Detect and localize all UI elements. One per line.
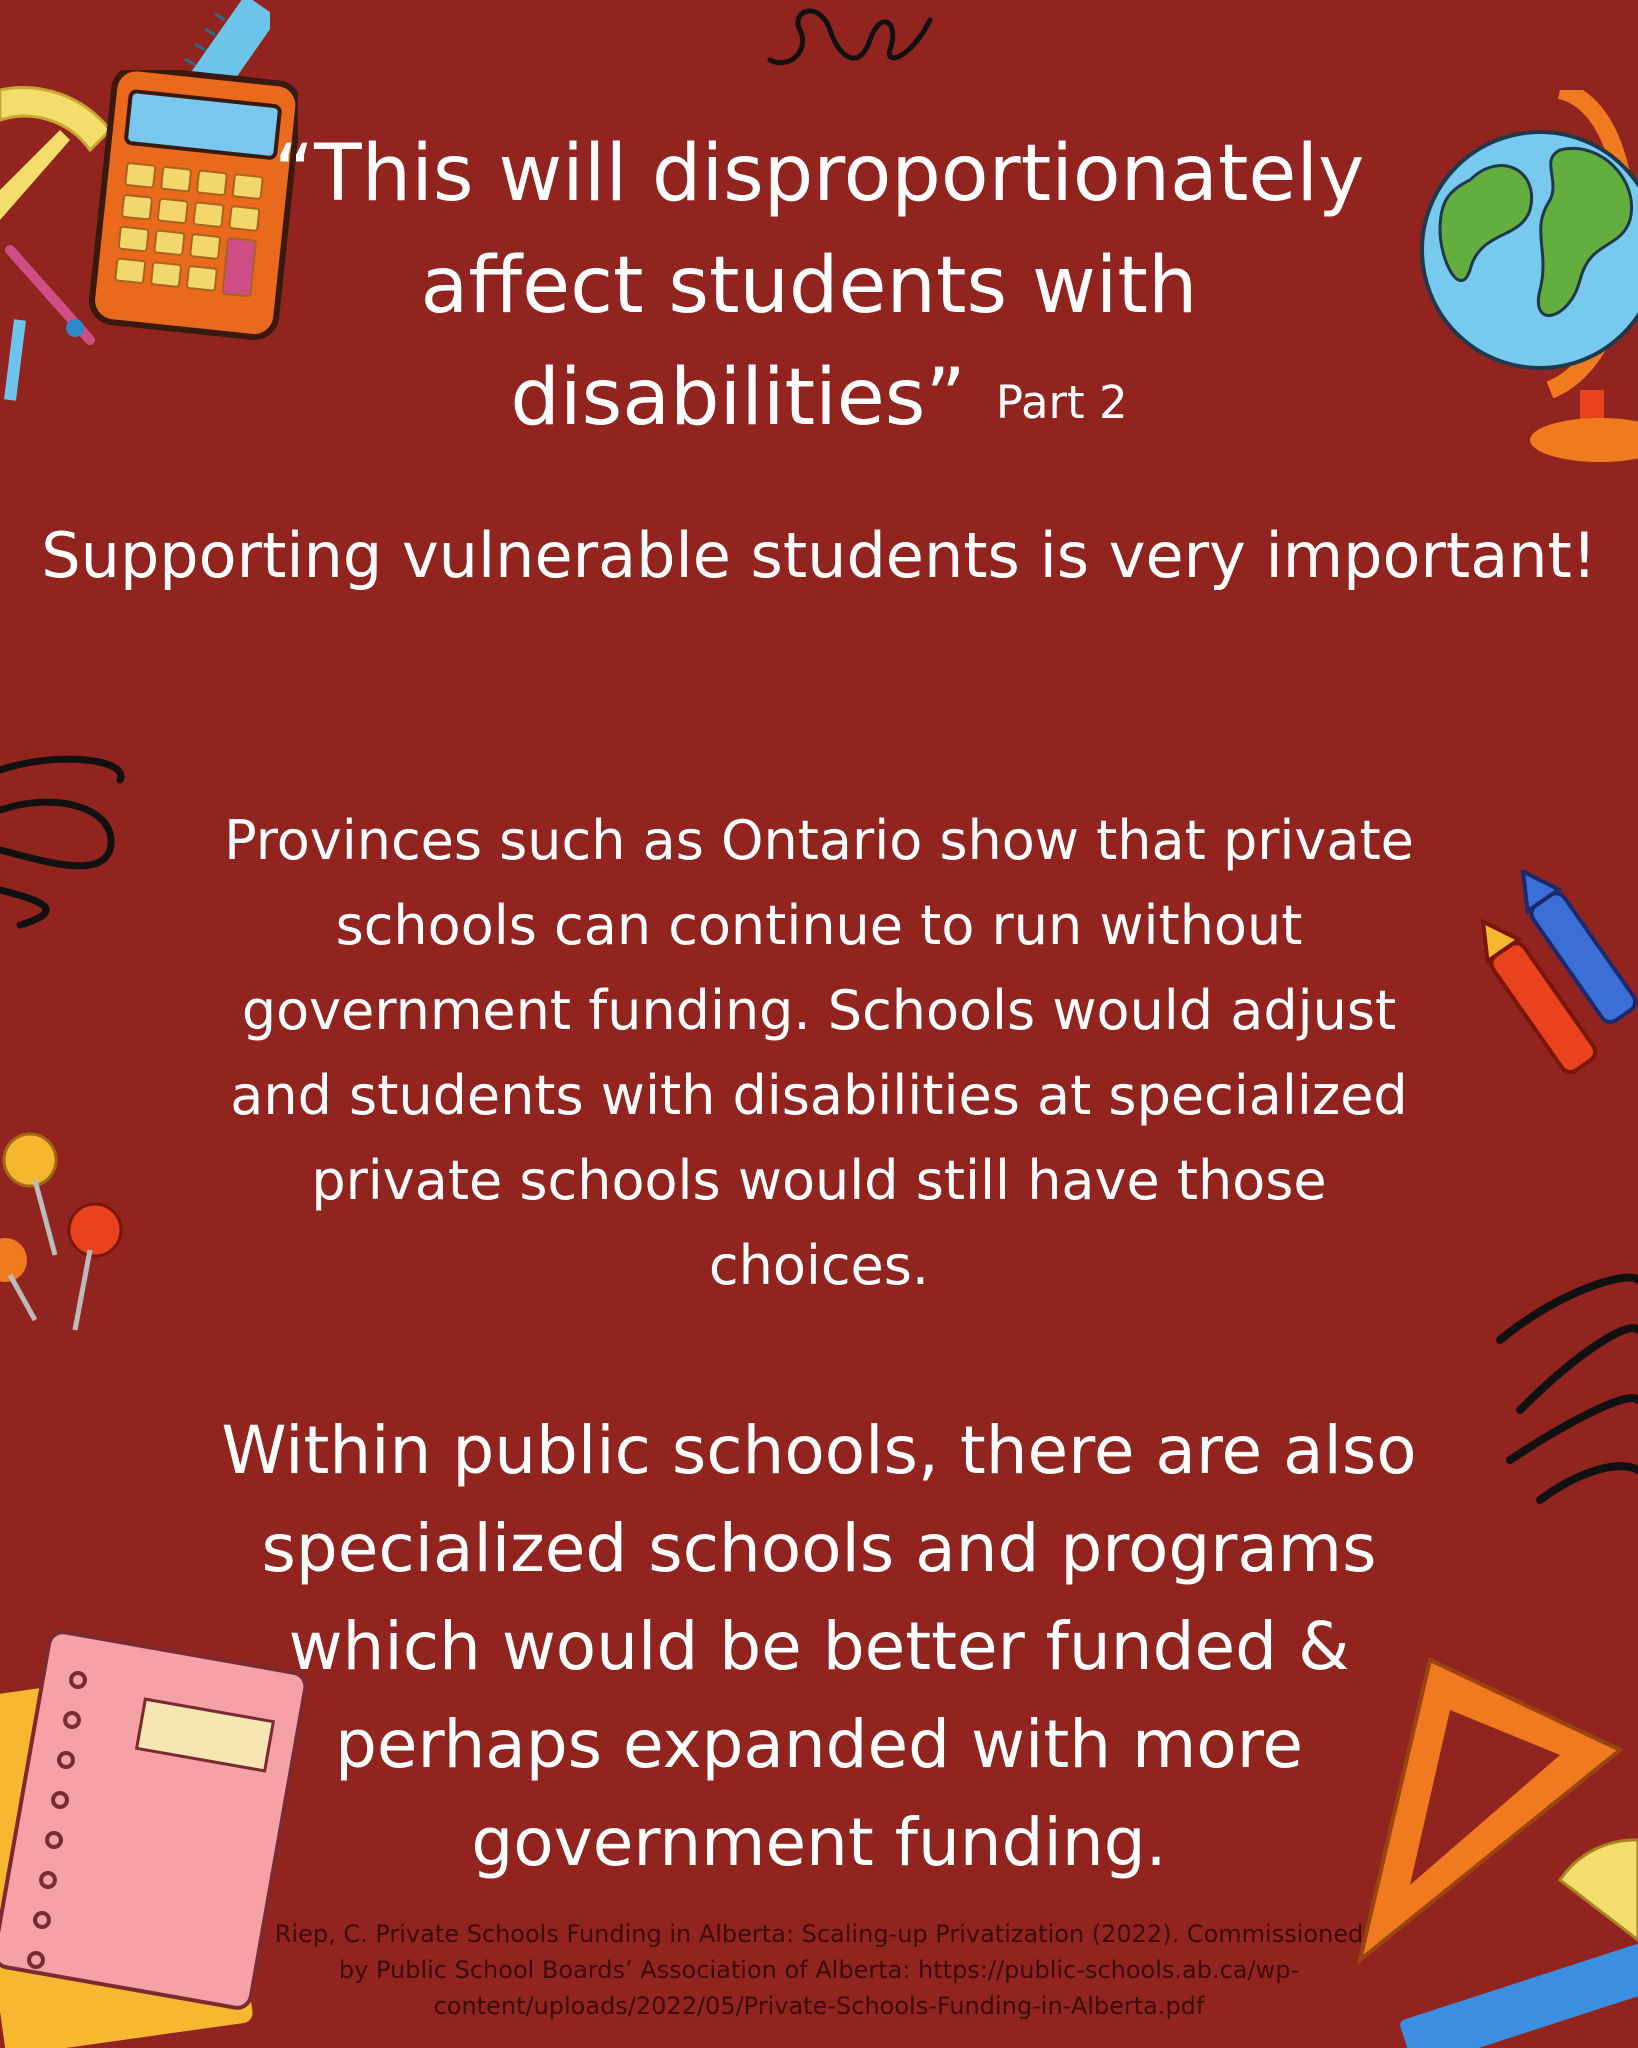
- scribble-icon: [760, 0, 940, 80]
- citation: Riep, C. Private Schools Funding in Alberta: Scaling-up Privatization (2022). Commissioned by Public School Boards’ Association of Alberta: https://public-schools.ab.ca/wp-content/uploads/2022/05/Private-Schools-Funding-in-Alberta.pdf: [274, 1920, 1364, 2020]
- title-line-2: affect students with: [420, 241, 1198, 331]
- title-line-3-text: disabilities”: [510, 353, 966, 443]
- subtitle: Supporting vulnerable students is very important!: [41, 519, 1597, 592]
- title-line-3: [0, 342, 1638, 459]
- page-title: [0, 118, 1638, 459]
- paragraph-public-schools: Within public schools, there are also specialized schools and programs which would be better funded & perhaps expanded with more government funding.: [221, 1412, 1417, 1881]
- title-line-1: “This will disproportionately: [273, 129, 1365, 219]
- part-label: Part 2: [995, 375, 1128, 429]
- paragraph-ontario: Provinces such as Ontario show that private schools can continue to run without government funding. Schools would adjust and students with disabilities at specialized private schools would still have those choices.: [224, 809, 1414, 1297]
